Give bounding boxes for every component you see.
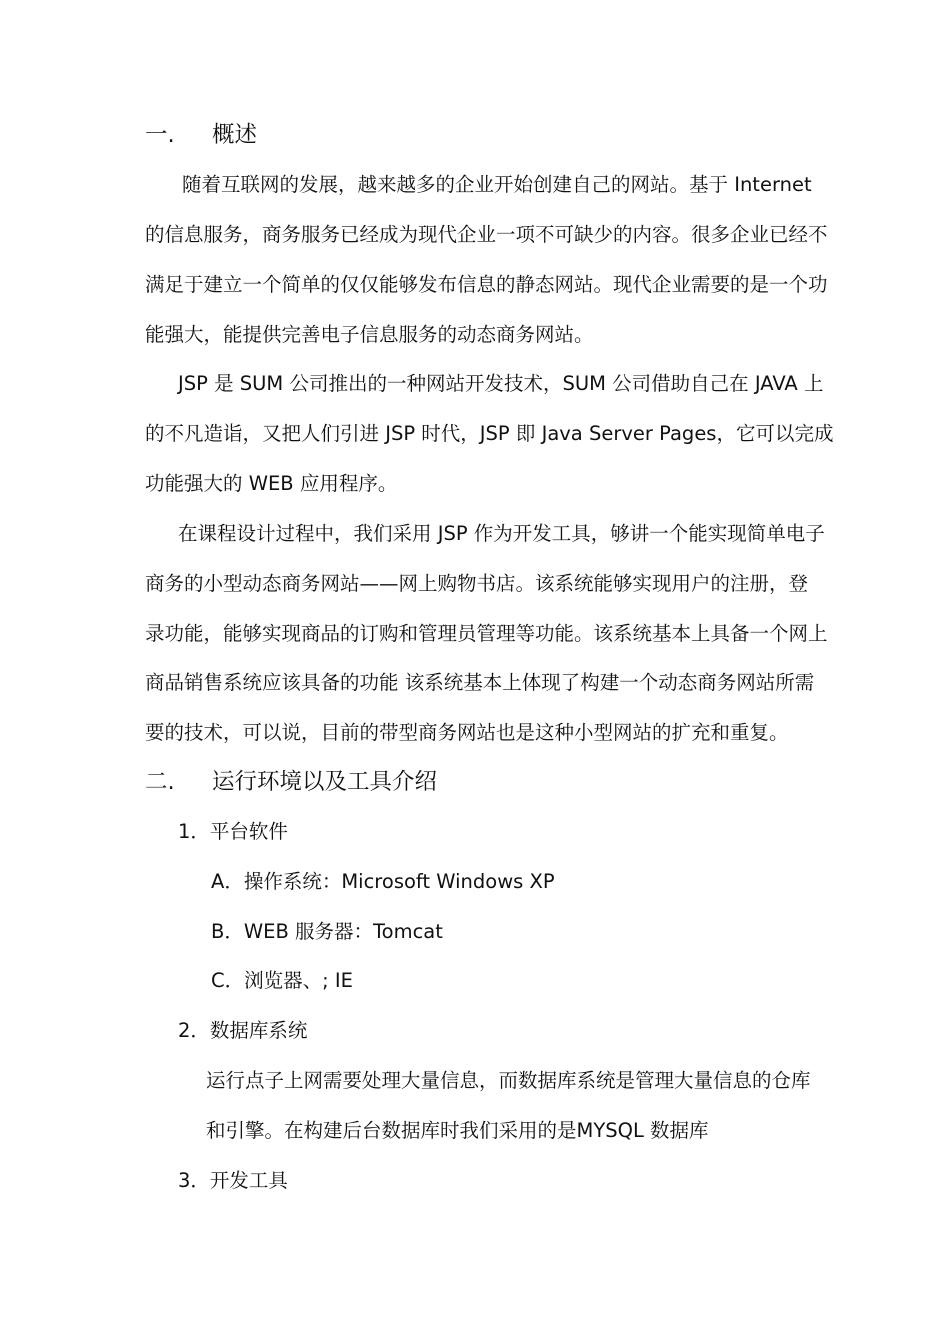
item-2-text-line-1: 运行点子上网需要处理大量信息，而数据库系统是管理大量信息的仓库: [206, 1069, 811, 1092]
section-2-heading: [145, 766, 437, 798]
section-2-number: 二.: [145, 769, 175, 795]
paragraph-1-line-4: 能强大，能提供完善电子信息服务的动态商务网站。: [145, 323, 594, 346]
paragraph-2-line-2: 的不凡造诣，又把人们引进 JSP 时代，JSP 即 Java Server Pages，它可以完成: [145, 422, 834, 445]
paragraph-1-line-2: 的信息服务，商务服务已经成为现代企业一项不可缺少的内容。很多企业已经不: [145, 223, 828, 246]
paragraph-2-line-1: JSP 是 SUM 公司推出的一种网站开发技术，SUM 公司借助自己在 JAVA 上: [178, 372, 824, 395]
paragraph-3-line-3: 录功能，能够实现商品的订购和管理员管理等功能。该系统基本上具备一个网上: [145, 622, 828, 645]
section-1-heading: [145, 119, 257, 151]
section-1-number: 一.: [145, 122, 175, 148]
item-1-subitem-b: B．WEB 服务器：Tomcat: [211, 920, 443, 943]
paragraph-3-line-5: 要的技术，可以说，目前的带型商务网站也是这种小型网站的扩充和重复。: [145, 721, 789, 744]
section-2-title: 运行环境以及工具介绍: [212, 769, 438, 795]
item-2-text-line-2: 和引擎。在构建后台数据库时我们采用的是MYSQL 数据库: [206, 1119, 709, 1142]
item-1-label: 1．平台软件: [178, 820, 288, 843]
paragraph-3-line-2: 商务的小型动态商务网站——网上购物书店。该系统能够实现用户的注册，登: [145, 572, 809, 595]
paragraph-1-line-1: 随着互联网的发展，越来越多的企业开始创建自己的网站。基于 Internet: [182, 173, 812, 196]
paragraph-2-line-3: 功能强大的 WEB 应用程序。: [145, 472, 398, 495]
paragraph-1-line-3: 满足于建立一个简单的仅仅能够发布信息的静态网站。现代企业需要的是一个功: [145, 273, 828, 296]
item-2-label: 2．数据库系统: [178, 1019, 308, 1042]
paragraph-3-line-4: 商品销售系统应该具备的功能 该系统基本上体现了构建一个动态商务网站所需: [145, 671, 815, 694]
paragraph-3-line-1: 在课程设计过程中，我们采用 JSP 作为开发工具，够讲一个能实现简单电子: [178, 522, 825, 545]
item-1-subitem-a: A．操作系统：Microsoft Windows XP: [211, 870, 555, 893]
item-1-subitem-c: C．浏览器、; IE: [211, 969, 353, 992]
section-1-title: 概述: [212, 122, 258, 148]
item-3-label: 3．开发工具: [178, 1169, 288, 1192]
